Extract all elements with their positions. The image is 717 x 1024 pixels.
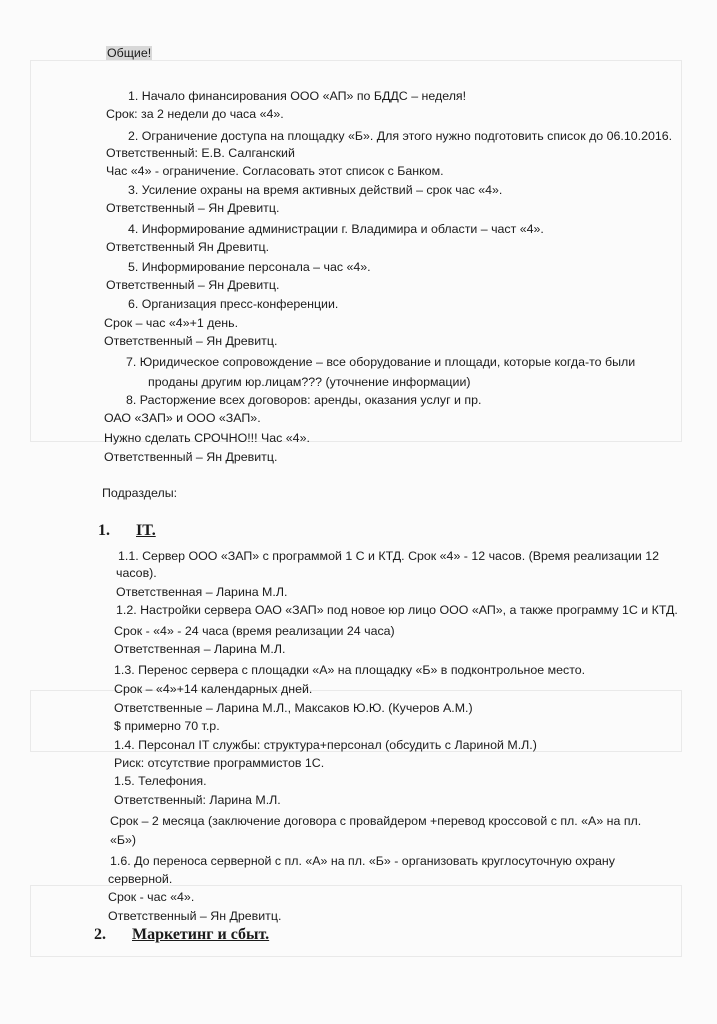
general-line: Срок: за 2 недели до часа «4». xyxy=(106,107,284,121)
general-line: ОАО «ЗАП» и ООО «ЗАП». xyxy=(104,411,261,425)
it-line: часов). xyxy=(116,566,157,580)
general-item-6: 6. Организация пресс-конференции. xyxy=(128,297,339,311)
it-item-1-5: 1.5. Телефония. xyxy=(114,774,207,788)
general-line: Ответственный – Ян Древитц. xyxy=(106,278,280,292)
section-number: 2. xyxy=(94,926,106,943)
general-item-1: 1. Начало финансирования ООО «АП» по БДДС – неделя! xyxy=(128,89,467,103)
general-item-3: 3. Усиление охраны на время активных действий – срок час «4». xyxy=(128,183,503,197)
it-line: Ответственный – Ян Древитц. xyxy=(108,909,282,923)
it-line: Ответственная – Ларина М.Л. xyxy=(114,642,286,656)
general-line: проданы другим юр.лицам??? (уточнение информации) xyxy=(148,375,471,389)
it-item-1-6: 1.6. До переноса серверной с пл. «А» на пл. «Б» - организовать круглосуточную охрану xyxy=(110,854,615,868)
section-number: 1. xyxy=(98,522,110,539)
section-title: Маркетинг и сбыт. xyxy=(132,926,270,943)
it-line: Ответственная – Ларина М.Л. xyxy=(116,585,288,599)
general-item-8: 8. Расторжение всех договоров: аренды, оказания услуг и пр. xyxy=(126,393,482,407)
general-line: Ответственный Ян Древитц. xyxy=(106,240,270,254)
it-item-1-1: 1.1. Сервер ООО «ЗАП» с программой 1 С и КТД. Срок «4» - 12 часов. (Время реализации 12 xyxy=(118,549,660,563)
general-line: Ответственный: Е.В. Салганский xyxy=(106,146,295,160)
general-line: Ответственный – Ян Древитц. xyxy=(106,201,280,215)
it-line: Ответственные – Ларина М.Л., Максаков Ю.Ю. (Кучеров А.М.) xyxy=(114,701,473,715)
general-item-5: 5. Информирование персонала – час «4». xyxy=(128,260,371,274)
it-line: Риск: отсутствие программистов 1С. xyxy=(114,756,325,770)
it-item-1-2: 1.2. Настройки сервера ОАО «ЗАП» под новое юр лицо ООО «АП», а также программу 1С и КТД. xyxy=(116,603,678,617)
general-line: Ответственный – Ян Древитц. xyxy=(104,334,278,348)
it-item-1-3: 1.3. Перенос сервера с площадки «А» на площадку «Б» в подконтрольное место. xyxy=(114,663,586,677)
general-heading: Общие! xyxy=(107,46,152,60)
general-line: Нужно сделать СРОЧНО!!! Час «4». xyxy=(104,431,310,445)
it-line: «Б») xyxy=(110,833,137,847)
general-line: Срок – час «4»+1 день. xyxy=(104,316,239,330)
section-title: IT. xyxy=(136,522,156,539)
it-line: Ответственный: Ларина М.Л. xyxy=(114,793,281,807)
section-1-heading xyxy=(98,522,156,540)
general-item-4: 4. Информирование администрации г. Владимира и области – част «4». xyxy=(128,222,544,236)
it-line: Срок - «4» - 24 часа (время реализации 24 часа) xyxy=(114,624,395,638)
general-item-2: 2. Ограничение доступа на площадку «Б». Для этого нужно подготовить список до 06.10.2016. xyxy=(128,129,673,143)
general-line: Час «4» - ограничение. Согласовать этот список с Банком. xyxy=(106,164,444,178)
section-2-heading xyxy=(94,926,269,944)
it-line: Срок – «4»+14 календарных дней. xyxy=(114,682,313,696)
general-item-7: 7. Юридическое сопровождение – все оборудование и площади, которые когда-то были xyxy=(126,355,636,369)
it-line: $ примерно 70 т.р. xyxy=(114,719,220,733)
it-line: Срок - час «4». xyxy=(108,890,195,904)
subdivisions-heading: Подразделы: xyxy=(102,486,178,500)
it-line: серверной. xyxy=(108,872,173,886)
general-line: Ответственный – Ян Древитц. xyxy=(104,450,278,464)
it-item-1-4: 1.4. Персонал IT службы: структура+персонал (обсудить с Лариной М.Л.) xyxy=(114,738,537,752)
it-line: Срок – 2 месяца (заключение договора с провайдером +перевод кроссовой с пл. «А» на пл. xyxy=(110,814,642,828)
